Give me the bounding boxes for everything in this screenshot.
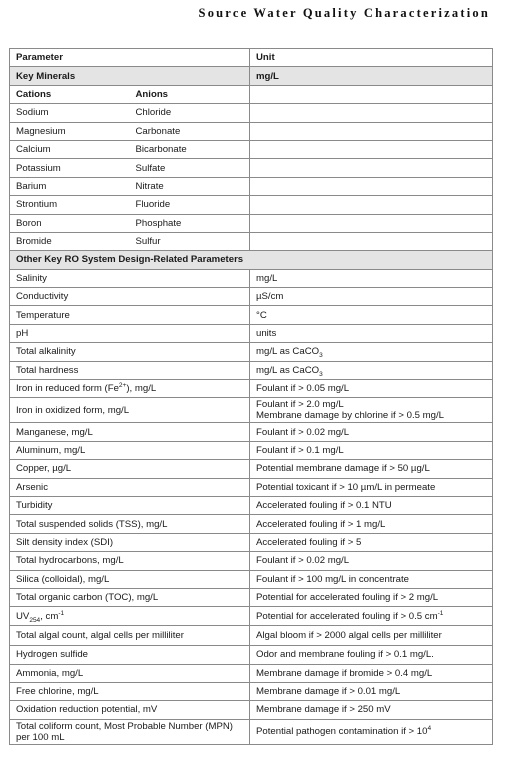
table-row xyxy=(10,588,493,606)
empty-cell xyxy=(250,177,493,195)
parameter-cell xyxy=(10,478,250,496)
table-row xyxy=(10,682,493,700)
table-row xyxy=(10,625,493,645)
unit-cell xyxy=(250,570,493,588)
table-row xyxy=(10,496,493,514)
superscript: 2+ xyxy=(118,382,127,390)
subscript: 3 xyxy=(319,370,323,378)
unit-text-line2: Membrane damage by chlorine if > 0.5 mg/L xyxy=(256,410,444,422)
parameter-text: Silica (colloidal), mg/L xyxy=(16,573,110,585)
superscript: -1 xyxy=(58,609,65,617)
cation-cell: Calcium xyxy=(10,140,130,158)
cation-cell: Strontium xyxy=(10,196,130,214)
anion-cell: Sulfate xyxy=(130,159,250,177)
table-row xyxy=(10,380,493,398)
subscript: 3 xyxy=(319,352,323,360)
table-row xyxy=(10,441,493,459)
empty-cell xyxy=(250,196,493,214)
table-row xyxy=(10,460,493,478)
anion-cell: Bicarbonate xyxy=(130,140,250,158)
cation-cell: Barium xyxy=(10,177,130,195)
unit-cell xyxy=(250,423,493,441)
parameter-cell xyxy=(10,607,250,625)
table-row xyxy=(10,140,493,158)
anion-cell: Carbonate xyxy=(130,122,250,140)
section-row-key-minerals xyxy=(10,67,493,85)
table-row xyxy=(10,306,493,324)
empty-cell xyxy=(250,104,493,122)
parameter-text: Copper, µg/L xyxy=(16,463,72,475)
table-row xyxy=(10,196,493,214)
empty-cell xyxy=(250,140,493,158)
section-row-design-params xyxy=(10,251,493,269)
unit-text: Foulant if > 100 mg/L in concentrate xyxy=(256,573,409,585)
unit-text: Accelerated fouling if > 0.1 NTU xyxy=(256,500,392,512)
unit-cell xyxy=(250,625,493,645)
cations-label: Cations xyxy=(10,85,130,103)
parameter-cell xyxy=(10,664,250,682)
parameter-text: Manganese, mg/L xyxy=(16,426,93,438)
unit-text: Accelerated fouling if > 1 mg/L xyxy=(256,518,386,530)
parameter-cell xyxy=(10,324,250,342)
table-row xyxy=(10,398,493,423)
cation-cell: Magnesium xyxy=(10,122,130,140)
parameter-text: Iron in reduced form (Fe xyxy=(16,383,119,395)
parameter-cell xyxy=(10,646,250,664)
unit-text: Potential toxicant if > 10 µm/L in permeate xyxy=(256,481,436,493)
unit-text: Membrane damage if > 0.01 mg/L xyxy=(256,686,401,698)
parameter-text-suffix: , cm xyxy=(40,610,59,622)
parameter-text: Free chlorine, mg/L xyxy=(16,686,99,698)
parameter-cell xyxy=(10,682,250,700)
unit-cell xyxy=(250,607,493,625)
superscript: 4 xyxy=(427,724,432,732)
parameter-text: Oxidation reduction potential, mV xyxy=(16,704,158,716)
table-row xyxy=(10,664,493,682)
unit-text: Foulant if > 0.05 mg/L xyxy=(256,383,350,395)
table-row xyxy=(10,122,493,140)
parameter-text: Turbidity xyxy=(16,500,53,512)
table-row xyxy=(10,232,493,250)
unit-cell xyxy=(250,324,493,342)
parameter-text: Arsenic xyxy=(16,481,48,493)
unit-cell xyxy=(250,460,493,478)
table-row xyxy=(10,288,493,306)
parameter-cell xyxy=(10,719,250,744)
unit-text: °C xyxy=(256,309,267,321)
table-header-row xyxy=(10,49,493,67)
unit-cell xyxy=(250,380,493,398)
unit-cell xyxy=(250,552,493,570)
parameter-cell xyxy=(10,552,250,570)
unit-cell xyxy=(250,269,493,287)
running-head: Source Water Quality Characterization xyxy=(198,6,490,20)
unit-cell xyxy=(250,646,493,664)
parameter-cell xyxy=(10,515,250,533)
parameter-text: Total algal count, algal cells per milliliter xyxy=(16,629,184,641)
cation-cell: Potassium xyxy=(10,159,130,177)
parameter-text: Aluminum, mg/L xyxy=(16,445,86,456)
table-row xyxy=(10,177,493,195)
anions-label: Anions xyxy=(130,85,250,103)
header-unit: Unit xyxy=(250,49,493,67)
unit-cell xyxy=(250,398,493,423)
header-parameter: Parameter xyxy=(10,49,250,67)
table-row xyxy=(10,478,493,496)
empty-cell xyxy=(250,159,493,177)
subscript: 254 xyxy=(29,616,41,624)
parameter-text: Total coliform count, Most Probable Number (MPN) per 100 mL xyxy=(16,720,233,743)
unit-cell xyxy=(250,361,493,379)
parameter-text: UV xyxy=(16,610,30,622)
table-row xyxy=(10,324,493,342)
parameter-cell xyxy=(10,288,250,306)
unit-cell xyxy=(250,306,493,324)
anion-cell: Phosphate xyxy=(130,214,250,232)
anion-cell: Fluoride xyxy=(130,196,250,214)
parameter-cell xyxy=(10,496,250,514)
table-row xyxy=(10,533,493,551)
parameter-cell xyxy=(10,423,250,441)
anion-cell: Sulfur xyxy=(130,232,250,250)
table-row xyxy=(10,361,493,379)
parameter-text: Iron in oxidized form, mg/L xyxy=(16,404,130,416)
unit-text: mg/L as CaCO xyxy=(256,346,320,358)
parameter-cell xyxy=(10,306,250,324)
unit-text: Accelerated fouling if > 5 xyxy=(256,536,362,548)
unit-text: Potential pathogen contamination if > 10 xyxy=(256,726,428,738)
empty-cell xyxy=(250,214,493,232)
table-row xyxy=(10,423,493,441)
parameter-cell xyxy=(10,460,250,478)
parameter-cell xyxy=(10,625,250,645)
unit-text: Foulant if > 2.0 mg/L xyxy=(256,399,344,411)
unit-text: Foulant if > 0.1 mg/L xyxy=(256,445,344,456)
empty-cell xyxy=(250,85,493,103)
parameter-text: Total hydrocarbons, mg/L xyxy=(16,555,124,567)
unit-cell xyxy=(250,701,493,719)
parameter-cell xyxy=(10,441,250,459)
table-row xyxy=(10,701,493,719)
parameter-cell xyxy=(10,361,250,379)
parameter-text: Conductivity xyxy=(16,291,69,303)
unit-text: Potential membrane damage if > 50 µg/L xyxy=(256,463,430,475)
parameter-cell xyxy=(10,588,250,606)
parameter-text-suffix: ), mg/L xyxy=(126,383,157,395)
unit-text: Foulant if > 0.02 mg/L xyxy=(256,555,350,567)
water-quality-table xyxy=(9,48,493,745)
parameter-text: Salinity xyxy=(16,272,47,284)
unit-cell xyxy=(250,515,493,533)
table-row xyxy=(10,159,493,177)
ion-header-row xyxy=(10,85,493,103)
parameter-text: Silt density index (SDI) xyxy=(16,536,114,548)
parameter-text: Total organic carbon (TOC), mg/L xyxy=(16,592,159,604)
parameter-cell xyxy=(10,398,250,423)
unit-cell xyxy=(250,496,493,514)
unit-cell xyxy=(250,664,493,682)
table-row xyxy=(10,607,493,625)
unit-text: Potential for accelerated fouling if > 0.5 cm xyxy=(256,610,438,622)
unit-cell xyxy=(250,288,493,306)
parameter-text: Total alkalinity xyxy=(16,346,76,358)
table-row xyxy=(10,552,493,570)
anion-cell: Nitrate xyxy=(130,177,250,195)
unit-cell xyxy=(250,533,493,551)
unit-cell xyxy=(250,478,493,496)
cation-cell: Sodium xyxy=(10,104,130,122)
unit-text: Foulant if > 0.02 mg/L xyxy=(256,426,350,438)
table-row xyxy=(10,269,493,287)
parameter-text: pH xyxy=(16,328,29,340)
cation-cell: Bromide xyxy=(10,232,130,250)
empty-cell xyxy=(250,232,493,250)
unit-text: Membrane damage if bromide > 0.4 mg/L xyxy=(256,667,433,679)
parameter-text: Ammonia, mg/L xyxy=(16,667,84,679)
section-unit: mg/L xyxy=(250,67,493,85)
anion-cell: Chloride xyxy=(130,104,250,122)
section-title: Other Key RO System Design-Related Parameters xyxy=(10,251,493,269)
parameter-text: Hydrogen sulfide xyxy=(16,649,88,661)
table-row xyxy=(10,343,493,361)
superscript: -1 xyxy=(437,609,444,617)
unit-text: Odor and membrane fouling if > 0.1 mg/L. xyxy=(256,649,434,661)
unit-text: Algal bloom if > 2000 algal cells per milliliter xyxy=(256,629,442,641)
cation-cell: Boron xyxy=(10,214,130,232)
unit-text: Potential for accelerated fouling if > 2 mg/L xyxy=(256,592,439,604)
table-row xyxy=(10,104,493,122)
table-row xyxy=(10,570,493,588)
unit-text: mg/L xyxy=(256,272,278,284)
unit-cell xyxy=(250,588,493,606)
parameter-text: Total hardness xyxy=(16,364,79,376)
parameter-cell xyxy=(10,380,250,398)
parameter-cell xyxy=(10,269,250,287)
unit-text: Membrane damage if > 250 mV xyxy=(256,704,391,716)
parameter-cell xyxy=(10,701,250,719)
unit-cell xyxy=(250,343,493,361)
unit-text: µS/cm xyxy=(256,291,284,303)
section-title: Key Minerals xyxy=(10,67,250,85)
unit-cell xyxy=(250,682,493,700)
unit-cell xyxy=(250,719,493,744)
table-row xyxy=(10,515,493,533)
parameter-text: Total suspended solids (TSS), mg/L xyxy=(16,518,168,530)
parameter-cell xyxy=(10,343,250,361)
unit-text: mg/L as CaCO xyxy=(256,364,320,376)
empty-cell xyxy=(250,122,493,140)
unit-text: units xyxy=(256,328,277,340)
parameter-cell xyxy=(10,570,250,588)
table-row xyxy=(10,719,493,744)
parameter-text: Temperature xyxy=(16,309,70,321)
table-row xyxy=(10,214,493,232)
parameter-cell xyxy=(10,533,250,551)
table-row xyxy=(10,646,493,664)
unit-cell xyxy=(250,441,493,459)
